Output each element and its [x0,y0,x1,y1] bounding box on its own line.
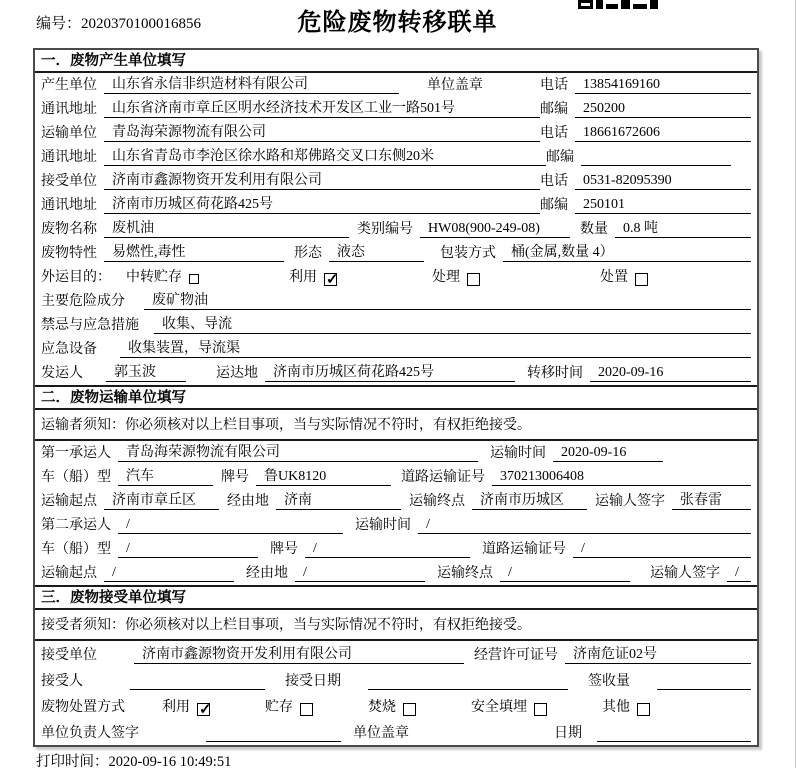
form-state-label: 形态 [294,246,322,261]
transport-time2-label: 运输时间 [355,518,411,533]
row-disposal [35,693,757,719]
print-time-label: 打印时间： [36,754,109,768]
row-waste-name [35,217,757,241]
receive-date2-label: 日期 [554,726,582,741]
disposal-option-landfill-checkbox [534,703,547,716]
road-license2-label: 道路运输证号 [482,542,566,557]
transporter-address-label: 通讯地址 [41,150,97,165]
purpose-option-storage-label: 中转贮存 [126,270,182,285]
receive-date2-value [597,724,751,742]
row-transporter-unit [35,121,757,145]
print-time-value: 2020-09-16 10:49:51 [108,754,232,768]
disposal-option-storage-checkbox [300,703,313,716]
sign1-value: 张春雷 [672,492,751,510]
plate2-label: 牌号 [270,542,298,557]
endpoint2-label: 运输终点 [437,566,493,581]
receiver-unit-value: 济南市鑫源物资开发利用有限公司 [104,172,540,190]
responsible-sign-label: 单位负责人签字 [41,726,139,741]
origin2-value: / [104,564,234,582]
sign2-value: / [727,564,751,582]
endpoint2-value: / [500,564,630,582]
via1-value: 济南 [276,492,401,510]
receive-seal-label: 单位盖章 [353,726,409,741]
receiver-unit-label: 接受单位 [41,174,97,189]
section-producer-title: 一．废物产生单位填写 [35,50,757,73]
characteristics-value: 易燃性,毒性 [104,244,284,262]
row-shipper [35,361,757,385]
transport-notice: 运输者须知：你必须核对以上栏目事项，当与实际情况不符时，有权拒绝接受。 [35,410,757,441]
producer-address-value: 山东省济南市章丘区明水经济技术开发区工业一路501号 [104,100,540,118]
via2-label: 经由地 [246,566,288,581]
print-time [36,750,231,768]
disposal-option-utilize-checkbox [197,703,210,716]
row-receive-person [35,667,757,693]
purpose-option-storage-checkbox [189,274,199,284]
vehicle1-label: 车（船）型 [41,470,111,485]
receive-unit-value: 济南市鑫源物资开发利用有限公司 [134,646,464,664]
packaging-label: 包装方式 [440,246,496,261]
carrier2-label: 第二承运人 [41,518,111,533]
hazard-label: 主要危险成分 [41,294,125,309]
measures-label: 禁忌与应急措施 [41,318,139,333]
transport-time1-label: 运输时间 [490,446,546,461]
disposal-option-incinerate-checkbox [403,703,416,716]
row-measures [35,313,757,337]
form-header [0,0,795,44]
receive-amount-value [657,672,751,690]
receive-person-label: 接受人 [41,674,83,689]
carrier1-label: 第一承运人 [41,446,111,461]
serial-label: 编号： [36,16,82,32]
disposal-option-utilize-label: 利用 [162,700,190,715]
plate2-value: / [305,540,470,558]
row-route1 [35,489,757,513]
disposal-option-other-checkbox [637,703,650,716]
via2-value: / [295,564,425,582]
receiver-zip-value: 250101 [575,196,751,214]
purpose-option-dispose-checkbox [635,273,648,286]
origin1-value: 济南市章丘区 [104,492,219,510]
section-producer [35,50,757,387]
shipper-value: 郭玉波 [106,364,186,382]
characteristics-label: 废物特性 [41,246,97,261]
transporter-address-value: 山东省青岛市李沧区徐水路和郑佛路交叉口东侧20米 [104,148,546,166]
section-receive [35,587,757,745]
row-receiver-address [35,193,757,217]
row-receive-unit [35,641,757,667]
row-vehicle1 [35,465,757,489]
sign2-label: 运输人签字 [650,566,720,581]
transporter-phone-label: 电话 [540,126,569,141]
purpose-option-treat-checkbox [467,273,480,286]
transporter-phone-value: 18661672606 [575,124,751,142]
endpoint1-value: 济南市历城区 [472,492,587,510]
receiver-address-value: 济南市历城区荷花路425号 [104,196,540,214]
receiver-address-label: 通讯地址 [41,198,97,213]
row-responsible-sign [35,719,757,745]
purpose-option-utilize-checkbox [324,273,337,286]
vehicle1-value: 汽车 [118,468,213,486]
producer-unit-label: 产生单位 [41,78,97,93]
producer-phone-label: 电话 [540,78,569,93]
road-license1-label: 道路运输证号 [401,470,485,485]
form-state-value: 液态 [329,244,424,262]
transporter-zip-label: 邮编 [546,150,574,165]
vehicle2-label: 车（船）型 [41,542,111,557]
disposal-option-landfill-label: 安全填埋 [471,700,527,715]
producer-zip-label: 邮编 [540,102,569,117]
receiver-phone-value: 0531-82095390 [575,172,751,190]
origin2-label: 运输起点 [41,566,97,581]
row-receiver-unit [35,169,757,193]
road-license2-value: / [573,540,751,558]
equipment-label: 应急设备 [41,342,97,357]
row-vehicle2 [35,537,757,561]
disposal-option-incinerate-label: 焚烧 [368,700,396,715]
waste-name-label: 废物名称 [41,222,97,237]
equipment-value: 收集装置，导流渠 [120,340,751,358]
purpose-option-dispose-label: 处置 [600,270,628,285]
receive-notice: 接受者须知：你必须核对以上栏目事项，当与实际情况不符时，有权拒绝接受。 [35,610,757,641]
quantity-label: 数量 [580,222,608,237]
purpose-option-utilize-label: 利用 [289,270,317,285]
plate1-value: 鲁UK8120 [256,468,391,486]
row-hazard [35,289,757,313]
receiver-zip-label: 邮编 [540,198,569,213]
plate1-label: 牌号 [221,470,249,485]
section-receive-title: 三．废物接受单位填写 [35,587,757,610]
destination-value: 济南市历城区荷花路425号 [265,364,515,382]
transport-time2-value: / [418,516,751,534]
shipper-label: 发运人 [41,366,83,381]
disposal-label: 废物处置方式 [41,700,125,715]
transporter-unit-value: 青岛海荣源物流有限公司 [104,124,540,142]
purpose-option-treat-label: 处理 [432,270,460,285]
producer-zip-value: 250200 [575,100,751,118]
quantity-value: 0.8 吨 [615,220,751,238]
producer-address-label: 通讯地址 [41,102,97,117]
row-carrier2 [35,513,757,537]
destination-label: 运达地 [216,366,258,381]
row-producer-address [35,97,757,121]
responsible-sign-value [206,724,341,742]
carrier2-value: / [118,516,343,534]
waste-name-value: 废机油 [104,220,349,238]
transport-time1-value: 2020-09-16 [553,444,663,462]
disposal-option-other-label: 其他 [602,700,630,715]
section-transport-title: 二．废物运输单位填写 [35,387,757,410]
receiver-phone-label: 电话 [540,174,569,189]
producer-unit-value: 山东省永信非织造材料有限公司 [104,76,399,94]
purpose-label: 外运目的： [41,270,111,285]
receive-unit-label: 接受单位 [41,648,97,663]
road-license1-value: 370213006408 [492,468,751,486]
transporter-zip-value [581,148,731,166]
receive-date-label: 接受日期 [285,674,341,689]
via1-label: 经由地 [227,494,269,509]
disposal-option-storage-label: 贮存 [265,700,293,715]
receive-person-value [130,672,265,690]
receive-date-value [368,672,568,690]
vehicle2-value: / [118,540,258,558]
transporter-unit-label: 运输单位 [41,126,97,141]
origin1-label: 运输起点 [41,494,97,509]
transfer-time-label: 转移时间 [527,366,583,381]
section-transport [35,387,757,587]
row-waste-characteristics [35,241,757,265]
packaging-value: 桶(金属,数量 4） [503,244,751,262]
category-label: 类别编号 [357,222,413,237]
row-transporter-address [35,145,757,169]
endpoint1-label: 运输终点 [409,494,465,509]
carrier1-value: 青岛海荣源物流有限公司 [118,444,478,462]
row-carrier1 [35,441,757,465]
receive-license-label: 经营许可证号 [474,648,558,663]
row-producer-unit [35,73,757,97]
transfer-time-value: 2020-09-16 [590,364,751,382]
transfer-form-table [33,48,759,747]
receive-license-value: 济南危证02号 [565,646,751,664]
hazard-value: 废矿物油 [144,292,751,310]
form-title: 危险废物转移联单 [297,9,498,36]
measures-value: 收集、导流 [154,316,751,334]
row-route2 [35,561,757,585]
producer-phone-value: 13854169160 [575,76,751,94]
category-value: HW08(900-249-08) [420,220,570,238]
row-equipment [35,337,757,361]
serial-value: 2020370100016856 [81,16,202,32]
qr-code-fragment [578,0,661,10]
receive-amount-label: 签收量 [588,674,630,689]
row-purpose [35,265,757,289]
sign1-label: 运输人签字 [595,494,665,509]
producer-seal-label: 单位盖章 [427,78,483,93]
